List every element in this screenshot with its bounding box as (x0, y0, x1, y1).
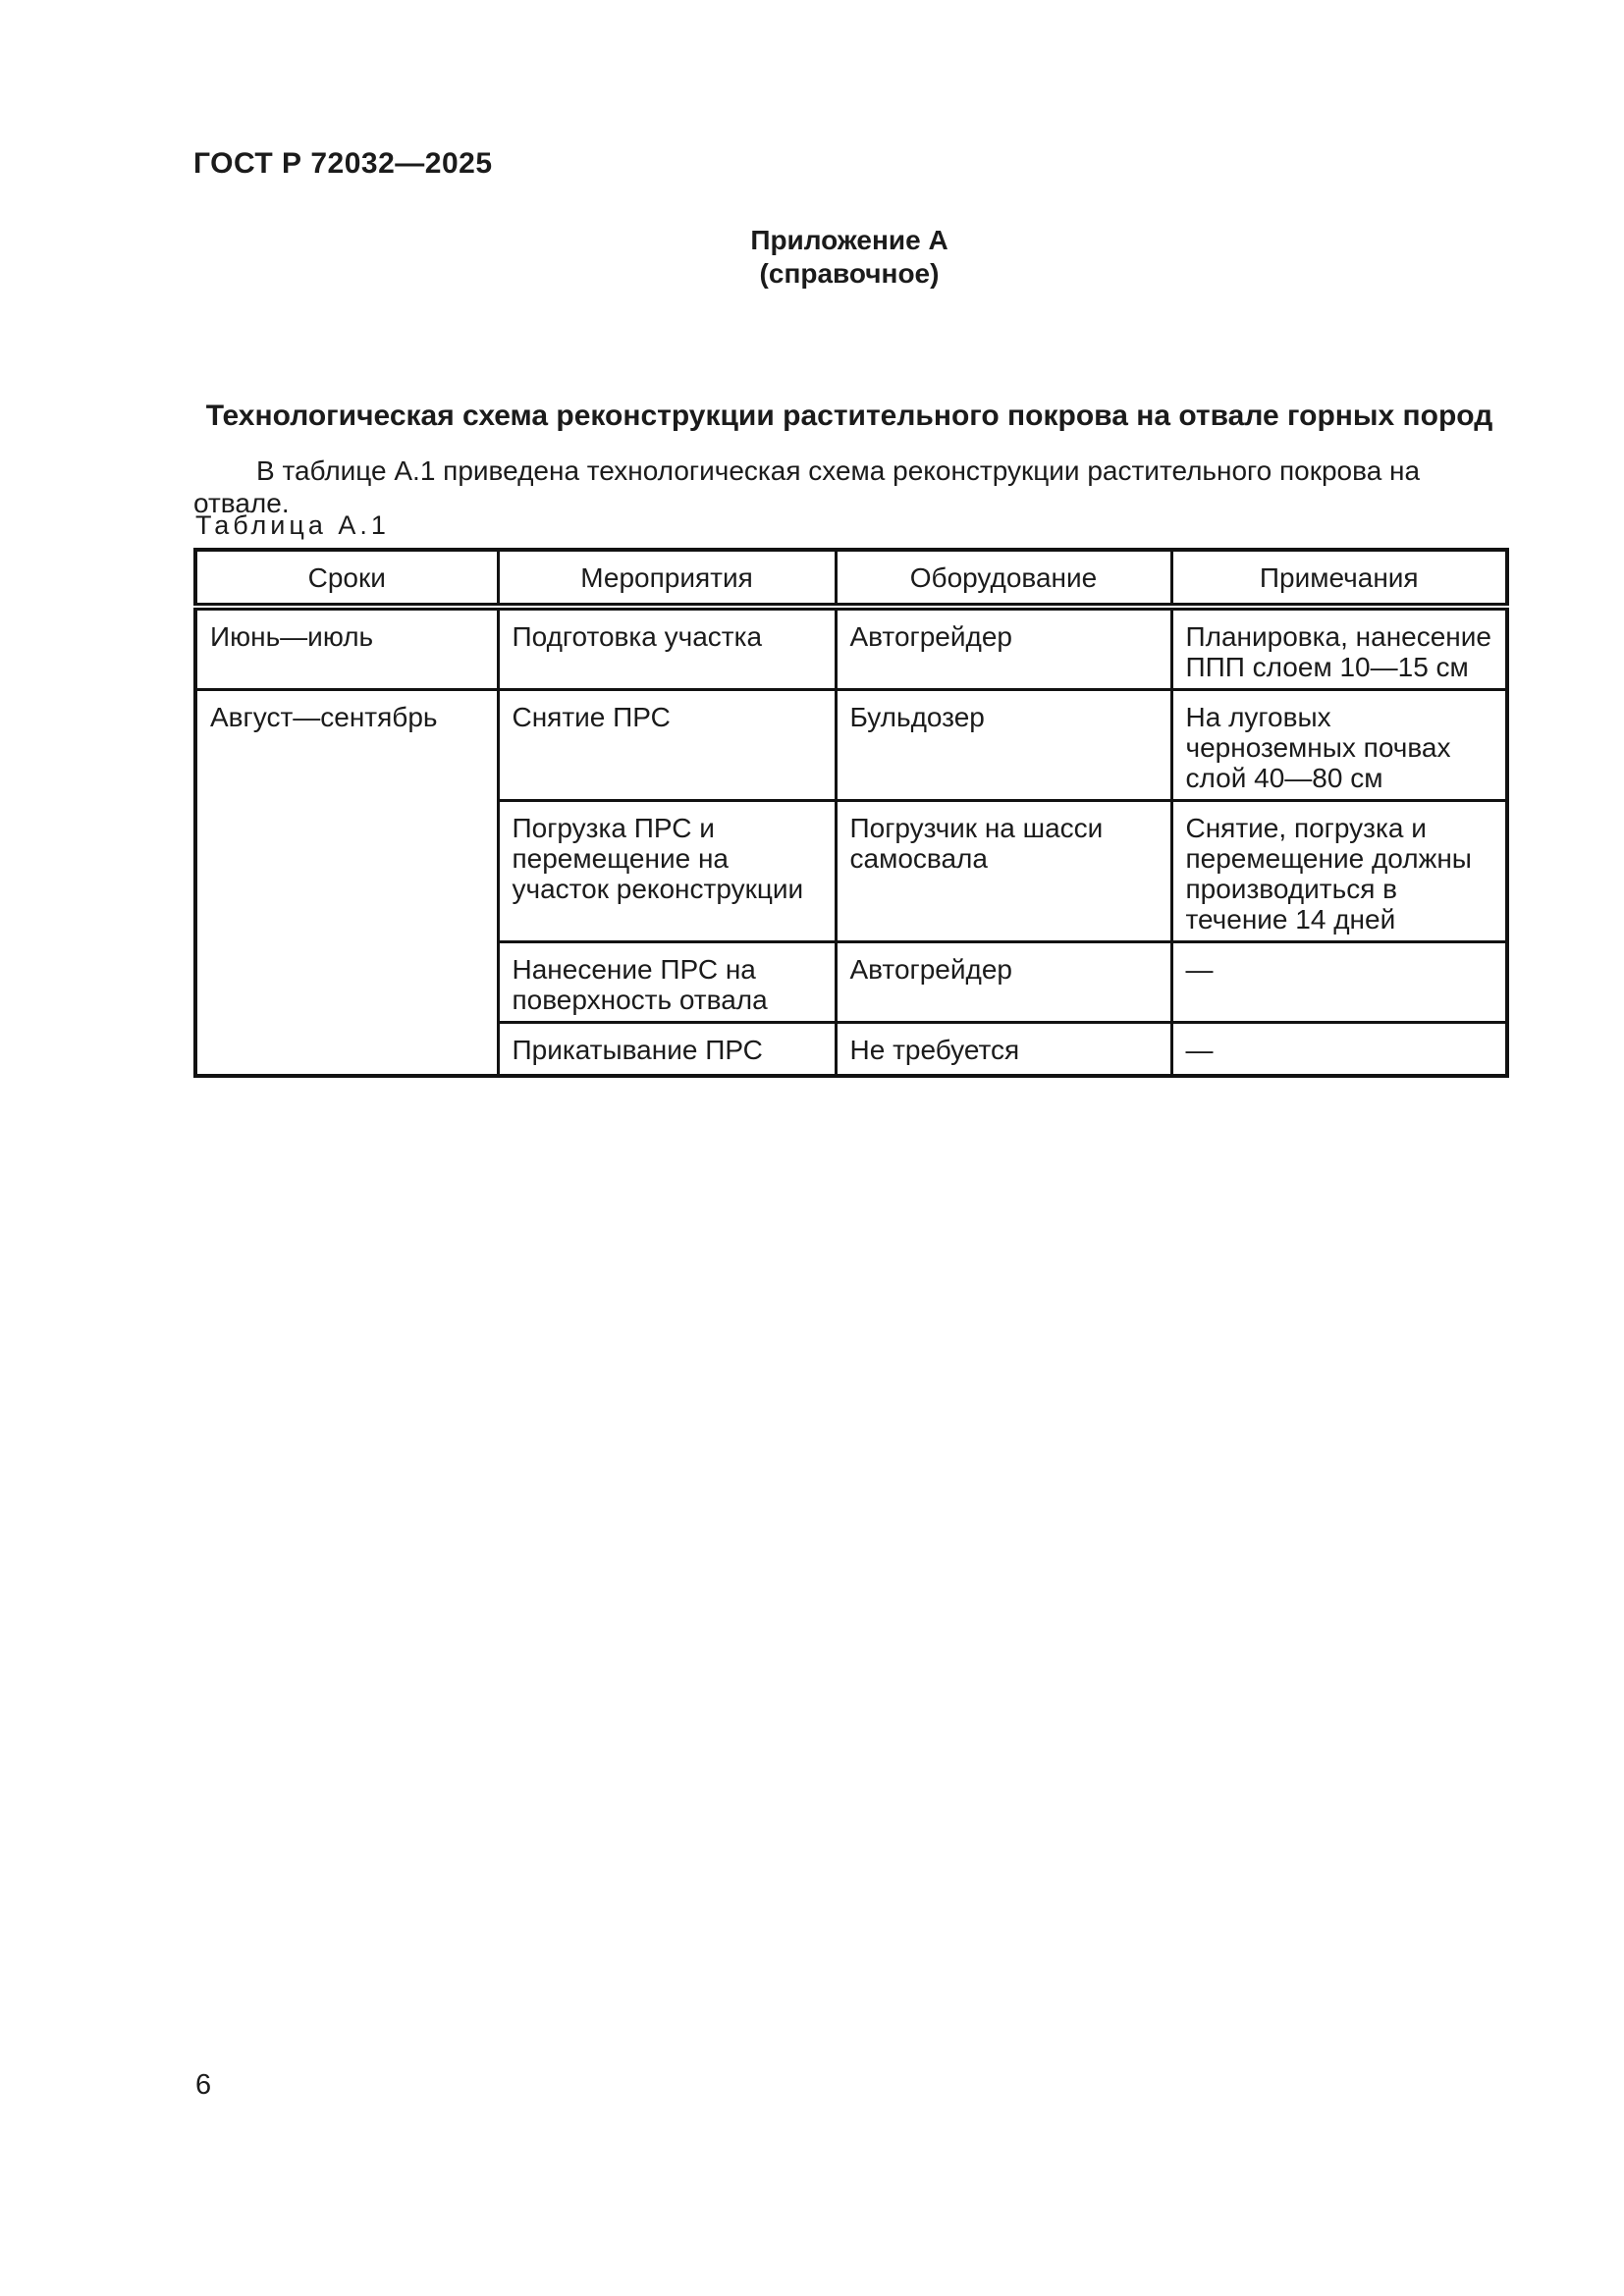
cell-activity: Прикатывание ПРС (498, 1023, 836, 1076)
cell-notes: На луговых черноземных почвах слой 40—80 см (1171, 690, 1507, 801)
cell-activity: Снятие ПРС (498, 690, 836, 801)
cell-activity: Подготовка участка (498, 607, 836, 690)
column-header-timing: Сроки (195, 550, 498, 607)
table-caption: Таблица А.1 (195, 510, 390, 540)
cell-notes: Планировка, нанесение ППП слоем 10—15 см (1171, 607, 1507, 690)
cell-equipment: Автогрейдер (836, 607, 1171, 690)
cell-notes: — (1171, 942, 1507, 1023)
cell-notes: — (1171, 1023, 1507, 1076)
table-row (195, 690, 1507, 801)
appendix-heading (193, 224, 1505, 291)
appendix-label: Приложение А (750, 225, 948, 255)
column-header-activities: Мероприятия (498, 550, 836, 607)
cell-equipment: Не требуется (836, 1023, 1171, 1076)
column-header-notes: Примечания (1171, 550, 1507, 607)
table-container (193, 548, 1505, 1078)
cell-equipment: Автогрейдер (836, 942, 1171, 1023)
table-header-row (195, 550, 1507, 607)
cell-activity: Погрузка ПРС и перемещение на участок реконструкции (498, 801, 836, 942)
cell-timing: Август—сентябрь (195, 690, 498, 1076)
schedule-table (193, 548, 1509, 1078)
doc-code: ГОСТ Р 72032—2025 (193, 147, 493, 180)
cell-notes: Снятие, погрузка и перемещение должны производиться в течение 14 дней (1171, 801, 1507, 942)
cell-equipment: Погрузчик на шасси самосвала (836, 801, 1171, 942)
cell-activity: Нанесение ПРС на поверхность отвала (498, 942, 836, 1023)
table-row (195, 607, 1507, 690)
intro-paragraph: В таблице А.1 приведена технологическая схема реконструкции растительного покрова на отвале. (193, 455, 1421, 518)
appendix-type: (справочное) (759, 258, 940, 289)
page-title: Технологическая схема реконструкции растительного покрова на отвале горных пород (205, 400, 1493, 432)
page-number: 6 (195, 2069, 212, 2101)
cell-equipment: Бульдозер (836, 690, 1171, 801)
cell-timing: Июнь—июль (195, 607, 498, 690)
column-header-equipment: Оборудование (836, 550, 1171, 607)
